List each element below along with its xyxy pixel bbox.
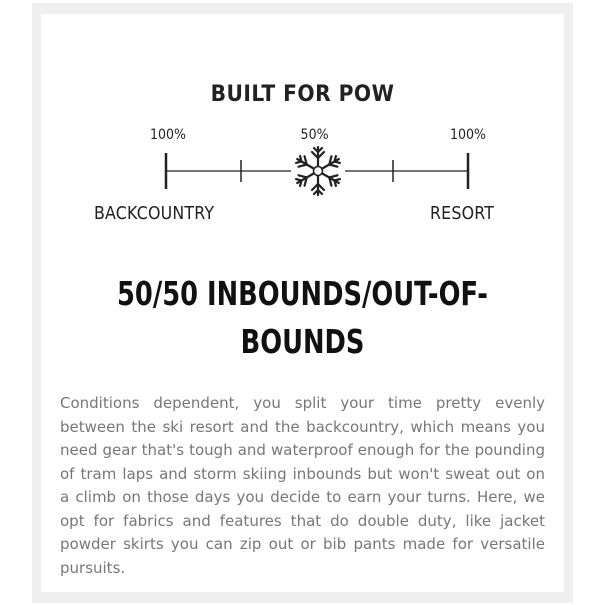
center-percent-label: 50% (300, 127, 329, 143)
resort-label: RESORT (430, 203, 495, 224)
page-title: 50/50 INBOUNDS/OUT-OF-BOUNDS (117, 274, 488, 361)
page-frame (32, 3, 573, 603)
right-percent-label: 100% (450, 127, 487, 143)
content-card (41, 14, 564, 592)
left-percent-label: 100% (150, 127, 187, 143)
snowflake-icon (294, 147, 342, 195)
backcountry-label: BACKCOUNTRY (94, 203, 215, 224)
usage-scale (41, 139, 564, 205)
section-heading: BUILT FOR POW (210, 82, 395, 107)
description-text: Conditions dependent, you split your time pretty evenly between the ski resort and the backcountry, which means you need gear that's tough and waterproof enough for the pounding of tram laps and storm skiing inbounds but won't sweat out on a climb on those days you decide to earn your turns. Here, we opt for fabrics and features that do double duty, like jacket powder skirts you can zip out or bib pants made for versatile pursuits. (60, 394, 545, 577)
